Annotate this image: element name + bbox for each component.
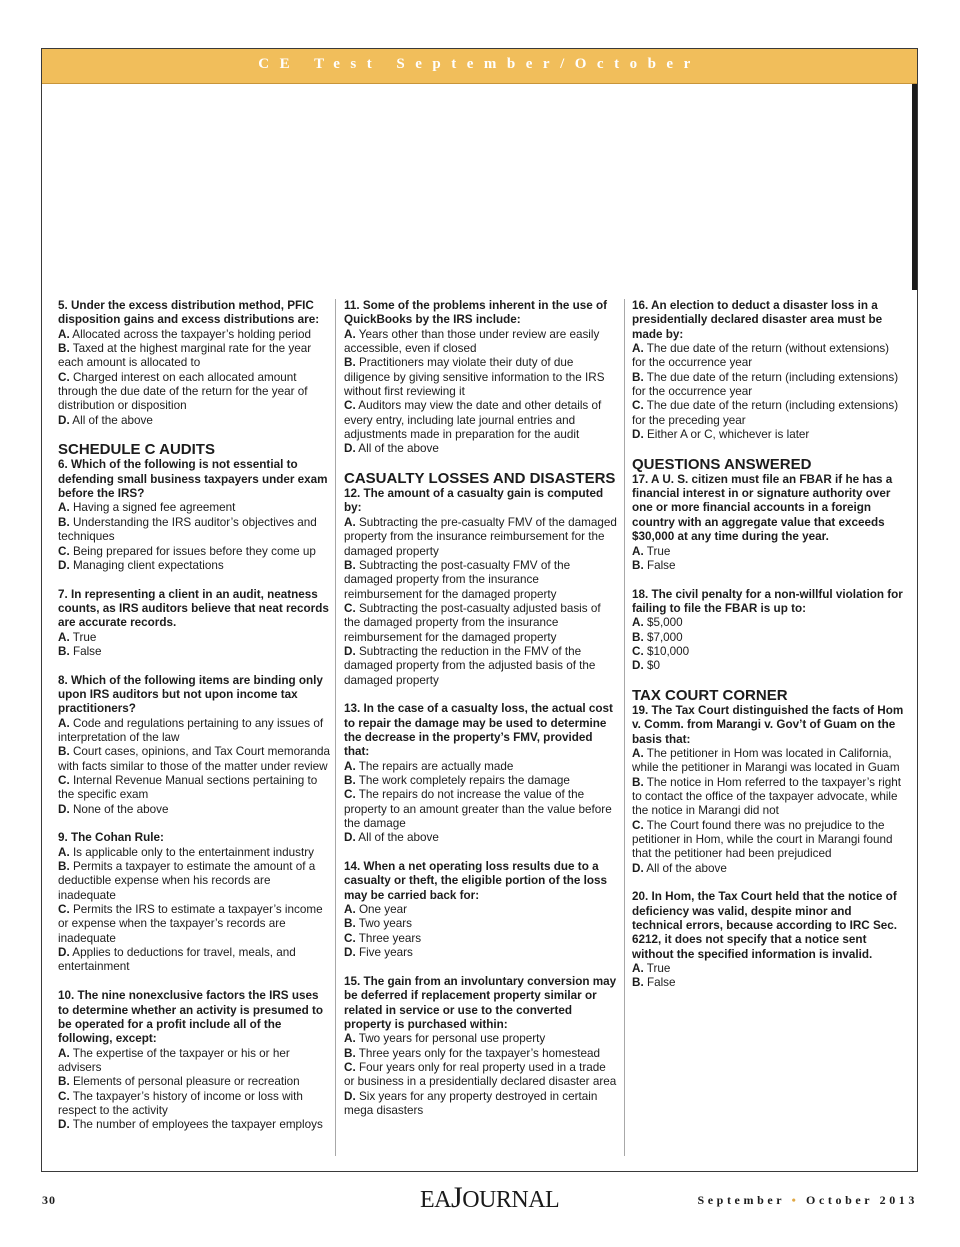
answer-option <box>58 1118 330 1132</box>
answer-option <box>632 776 904 819</box>
section-heading: QUESTIONS ANSWERED <box>632 455 812 473</box>
option-text: Six years for any property destroyed in certain mega disasters <box>344 1089 598 1117</box>
question-text: 19. The Tax Court distinguished the facts of Hom v. Comm. from Marangi v. Gov’t of Guam on the basis that: <box>632 703 904 746</box>
option-letter: C. <box>344 788 356 802</box>
answer-option <box>58 371 330 414</box>
option-letter: A. <box>58 716 70 730</box>
answer-option <box>344 328 619 357</box>
option-text: Subtracting the pre-casualty FMV of the damaged property from the insurance reimbursement for the damaged property <box>344 515 617 558</box>
column-divider <box>624 299 625 1156</box>
option-text: Having a signed fee agreement <box>72 501 236 515</box>
option-text: Auditors may view the date and other details of every entry, including late journal entries and adjustments made in preparation for the audit <box>344 399 602 442</box>
option-text: Is applicable only to the entertainment industry <box>72 845 314 859</box>
question-text: 5. Under the excess distribution method, PFIC disposition gains and excess distributions are: <box>58 299 320 327</box>
option-letter: B. <box>344 558 356 572</box>
answer-option <box>344 1061 619 1090</box>
option-text: Taxed at the highest marginal rate for the year each amount is allocated to <box>58 342 312 370</box>
question-text: 7. In representing a client in an audit, neatness counts, as IRS auditors believe that neat records are accurate records. <box>58 587 329 630</box>
option-letter: B. <box>632 370 644 384</box>
option-letter: D. <box>58 946 70 960</box>
column-2 <box>344 299 619 1133</box>
option-text: Charged interest on each allocated amount through the due date of the return for the year of distribution or disposition <box>58 370 308 413</box>
option-letter: A. <box>632 544 644 558</box>
option-text: The due date of the return (including extensions) for the preceding year <box>632 399 899 427</box>
option-letter: B. <box>344 1046 356 1060</box>
option-letter: D. <box>632 861 644 875</box>
ad-space-edge <box>912 84 917 290</box>
question <box>58 299 330 428</box>
option-letter: D. <box>344 442 356 456</box>
option-letter: D. <box>344 1089 356 1103</box>
option-text: Two years for personal use property <box>358 1032 546 1046</box>
option-text: False <box>646 976 676 990</box>
question <box>632 704 904 876</box>
option-text: Court cases, opinions, and Tax Court memoranda with facts similar to those of the matter under review <box>58 745 330 773</box>
answer-option <box>344 399 619 442</box>
option-text: All of the above <box>72 413 153 427</box>
answer-option <box>344 831 619 845</box>
option-text: Code and regulations pertaining to any issues of interpretation of the law <box>58 716 324 744</box>
answer-option <box>632 645 904 659</box>
answer-option <box>632 399 904 428</box>
option-letter: A. <box>632 342 644 356</box>
option-text: The due date of the return (without extensions) for the occurrence year <box>632 342 890 370</box>
option-text: All of the above <box>358 442 439 456</box>
answer-option <box>58 559 330 573</box>
answer-option <box>632 428 904 442</box>
option-letter: B. <box>632 976 644 990</box>
question-text: 12. The amount of a casualty gain is computed by: <box>344 487 604 515</box>
question-text: 17. A U. S. citizen must file an FBAR if he has a financial interest in or signature authority over one or more financial accounts in a foreign country with an aggregate value that exceeds $30,000 at any time during the year. <box>632 472 893 544</box>
answer-option <box>344 788 619 831</box>
option-letter: B. <box>58 1075 70 1089</box>
answer-option <box>632 371 904 400</box>
option-text: All of the above <box>646 861 727 875</box>
answer-option <box>344 903 619 917</box>
answer-option <box>58 774 330 803</box>
option-text: One year <box>358 903 408 917</box>
option-letter: D. <box>58 1118 70 1132</box>
option-text: The taxpayer’s history of income or loss with respect to the activity <box>58 1089 303 1117</box>
answer-option <box>58 645 330 659</box>
option-letter: C. <box>344 601 356 615</box>
option-text: Subtracting the post-casualty FMV of the damaged property from the insurance reimbursement for the damaged property <box>344 558 571 601</box>
answer-option <box>58 1075 330 1089</box>
header-banner <box>42 49 917 84</box>
page-number: 30 <box>42 1193 56 1207</box>
option-letter: D. <box>344 644 356 658</box>
answer-option <box>344 1047 619 1061</box>
option-text: Permits the IRS to estimate a taxpayer’s income or expense when the taxpayer’s records are inadequate <box>58 903 323 945</box>
option-letter: B. <box>58 860 70 874</box>
option-letter: B. <box>632 630 644 644</box>
question-text: 8. Which of the following items are binding only upon IRS auditors but not upon income tax practitioners? <box>58 673 323 716</box>
question-text: 15. The gain from an involuntary conversion may be deferred if replacement property similar or related in service or use to the converted property is purchased within: <box>344 974 617 1031</box>
option-text: Two years <box>358 917 412 931</box>
question <box>632 588 904 674</box>
option-letter: C. <box>58 774 70 787</box>
option-letter: A. <box>344 515 356 529</box>
answer-option <box>58 516 330 545</box>
question <box>58 588 330 660</box>
option-letter: A. <box>344 327 356 341</box>
option-letter: A. <box>344 759 356 773</box>
answer-option <box>58 414 330 428</box>
answer-option <box>58 717 330 746</box>
answer-option <box>58 545 330 559</box>
option-letter: A. <box>58 845 70 859</box>
answer-option <box>344 774 619 788</box>
answer-option <box>632 976 904 990</box>
answer-option <box>344 1090 619 1119</box>
option-letter: D. <box>344 946 356 960</box>
option-text: Subtracting the post-casualty adjusted basis of the damaged property from the insurance reimbursement for the damaged property <box>344 601 601 644</box>
option-letter: A. <box>58 630 70 644</box>
option-text: Internal Revenue Manual sections pertaining to the specific exam <box>58 774 318 802</box>
answer-option <box>58 846 330 860</box>
issue-month-2: October 2013 <box>806 1193 918 1207</box>
option-letter: D. <box>58 802 70 816</box>
answer-option <box>58 803 330 817</box>
option-text: Three years <box>358 931 422 945</box>
option-letter: C. <box>632 818 644 832</box>
option-text: The number of employees the taxpayer employs <box>72 1118 323 1132</box>
option-letter: B. <box>58 515 70 529</box>
answer-option <box>632 545 904 559</box>
question <box>344 299 619 457</box>
option-letter: C. <box>58 370 70 384</box>
option-text: Allocated across the taxpayer’s holding period <box>72 327 311 341</box>
option-text: The work completely repairs the damage <box>358 774 570 787</box>
answer-option <box>344 356 619 399</box>
answer-option <box>58 745 330 774</box>
answer-option <box>58 328 330 342</box>
option-text: Being prepared for issues before they come up <box>72 544 316 558</box>
answer-option <box>58 860 330 903</box>
answer-option <box>344 1032 619 1046</box>
option-letter: B. <box>58 342 70 356</box>
option-letter: C. <box>58 903 70 917</box>
option-letter: C. <box>344 931 356 945</box>
answer-option <box>58 903 330 946</box>
answer-option <box>344 602 619 645</box>
option-text: Years other than those under review are easily accessible, even if closed <box>344 327 600 356</box>
question <box>344 702 619 845</box>
option-text: Applies to deductions for travel, meals, and entertainment <box>58 946 296 974</box>
option-letter: A. <box>344 1032 356 1046</box>
answer-option <box>632 631 904 645</box>
option-text: Subtracting the reduction in the FMV of the damaged property from the adjusted basis of the damaged property <box>344 644 596 687</box>
question <box>632 890 904 990</box>
option-text: Three years only for the taxpayer’s homestead <box>358 1046 600 1060</box>
column-divider <box>335 299 336 1156</box>
answer-option <box>632 862 904 876</box>
question <box>58 458 330 573</box>
date-separator: • <box>791 1193 800 1207</box>
answer-option <box>632 342 904 371</box>
option-text: The due date of the return (including extensions) for the occurrence year <box>632 370 899 399</box>
question <box>58 674 330 817</box>
option-letter: C. <box>58 1089 70 1103</box>
answer-option <box>632 747 904 776</box>
option-letter: A. <box>632 616 644 630</box>
question <box>344 487 619 688</box>
option-letter: B. <box>344 774 356 787</box>
option-text: None of the above <box>72 802 169 816</box>
option-letter: A. <box>344 903 356 917</box>
section-heading: TAX COURT CORNER <box>632 686 788 704</box>
answer-option <box>58 501 330 515</box>
answer-option <box>58 1090 330 1119</box>
question-text: 18. The civil penalty for a non-willful violation for failing to file the FBAR is up to: <box>632 587 903 615</box>
column-3 <box>632 299 904 1005</box>
option-letter: A. <box>632 746 644 760</box>
question <box>58 989 330 1132</box>
option-text: $10,000 <box>646 644 690 658</box>
question <box>344 975 619 1118</box>
answer-option <box>632 659 904 673</box>
answer-option <box>58 946 330 975</box>
option-text: False <box>646 558 676 572</box>
option-text: $7,000 <box>646 630 683 644</box>
option-text: False <box>72 644 102 658</box>
option-text: Managing client expectations <box>72 558 224 572</box>
option-letter: A. <box>58 501 70 515</box>
option-text: Elements of personal pleasure or recreation <box>72 1075 300 1089</box>
option-text: The Court found there was no prejudice to the petitioner in Hom, while the court in Marangi found that the petitioner had been prejudiced <box>632 818 893 861</box>
answer-option <box>632 819 904 862</box>
option-text: Either A or C, whichever is later <box>646 428 810 442</box>
answer-option <box>58 1047 330 1076</box>
page-frame <box>41 48 918 1172</box>
option-text: Practitioners may violate their duty of due diligence by giving sensitive information to the IRS without first reviewing it <box>344 356 605 399</box>
option-text: Understanding the IRS auditor’s objectives and techniques <box>58 515 317 544</box>
banner-title: CE Test September/October <box>258 56 701 72</box>
option-letter: B. <box>58 644 70 658</box>
option-text: The repairs are actually made <box>358 759 514 773</box>
answer-option <box>632 962 904 976</box>
option-letter: C. <box>344 399 356 413</box>
section-heading: CASUALTY LOSSES AND DISASTERS <box>344 470 616 488</box>
option-text: Permits a taxpayer to estimate the amount of a deductible expense when his records are inadequate <box>58 860 316 902</box>
answer-option <box>632 616 904 630</box>
option-text: The expertise of the taxpayer or his or her advisers <box>58 1046 290 1074</box>
option-letter: B. <box>344 917 356 931</box>
option-letter: A. <box>58 327 70 341</box>
question-text: 11. Some of the problems inherent in the use of QuickBooks by the IRS include: <box>344 299 608 327</box>
option-letter: D. <box>58 413 70 427</box>
answer-option <box>632 559 904 573</box>
answer-option <box>344 442 619 456</box>
answer-option <box>344 932 619 946</box>
question-text: 9. The Cohan Rule: <box>58 831 164 845</box>
answer-option <box>344 645 619 688</box>
answer-option <box>344 946 619 960</box>
option-letter: A. <box>58 1046 70 1060</box>
issue-month-1: September <box>697 1193 785 1207</box>
option-text: Five years <box>358 946 413 960</box>
option-text: The repairs do not increase the value of the property to an amount greater than the value before the damage <box>344 788 612 831</box>
answer-option <box>344 516 619 559</box>
question-text: 13. In the case of a casualty loss, the actual cost to repair the damage may be used to determine the decrease in the property’s FMV, provided that: <box>344 702 613 759</box>
option-letter: C. <box>632 399 644 413</box>
option-letter: B. <box>58 745 70 759</box>
question-text: 6. Which of the following is not essential to defending small business taxpayers under exam before the IRS? <box>58 458 328 501</box>
option-letter: D. <box>58 558 70 572</box>
option-letter: A. <box>632 962 644 976</box>
question <box>344 860 619 960</box>
option-letter: B. <box>632 775 644 789</box>
question <box>632 299 904 442</box>
option-letter: C. <box>632 644 644 658</box>
answer-option <box>344 559 619 602</box>
option-text: $5,000 <box>646 616 683 630</box>
answer-option <box>344 760 619 774</box>
option-text: True <box>72 630 97 644</box>
answer-option <box>344 917 619 931</box>
option-text: True <box>646 962 671 976</box>
option-letter: C. <box>58 544 70 558</box>
section-heading: SCHEDULE C AUDITS <box>58 441 215 459</box>
answer-option <box>58 631 330 645</box>
option-text: Four years only for real property used in a trade or business in a presidentially declared disaster area <box>344 1060 617 1089</box>
issue-date <box>697 1193 918 1208</box>
question <box>58 831 330 974</box>
option-letter: B. <box>632 558 644 572</box>
question <box>632 473 904 573</box>
option-text: The notice in Hom referred to the taxpayer’s right to contact the office of the taxpayer advocate, while the notice in Marangi did not <box>632 775 901 818</box>
option-text: The petitioner in Hom was located in California, while the petitioner in Marangi was located in Guam <box>632 746 900 775</box>
journal-logo: EAJOURNAL <box>420 1181 560 1214</box>
option-letter: B. <box>344 356 356 370</box>
column-1 <box>58 299 330 1147</box>
option-text: $0 <box>646 659 660 673</box>
question-text: 10. The nine nonexclusive factors the IRS uses to determine whether an activity is presumed to be operated for a profit include all of the following, except: <box>58 989 323 1046</box>
option-letter: D. <box>632 659 644 673</box>
answer-option <box>58 342 330 371</box>
option-letter: C. <box>344 1060 356 1074</box>
option-text: True <box>646 544 671 558</box>
option-letter: D. <box>632 428 644 442</box>
question-text: 16. An election to deduct a disaster loss in a presidentially declared disaster area must be made by: <box>632 299 883 341</box>
option-text: All of the above <box>358 831 439 845</box>
question-text: 20. In Hom, the Tax Court held that the notice of deficiency was valid, despite minor and technical errors, because according to IRC Sec. 6212, it does not specify that a notice sent without the specified information is invalid. <box>632 890 898 961</box>
option-letter: D. <box>344 831 356 845</box>
question-text: 14. When a net operating loss results due to a casualty or theft, the eligible portion of the loss may be carried back for: <box>344 860 607 902</box>
